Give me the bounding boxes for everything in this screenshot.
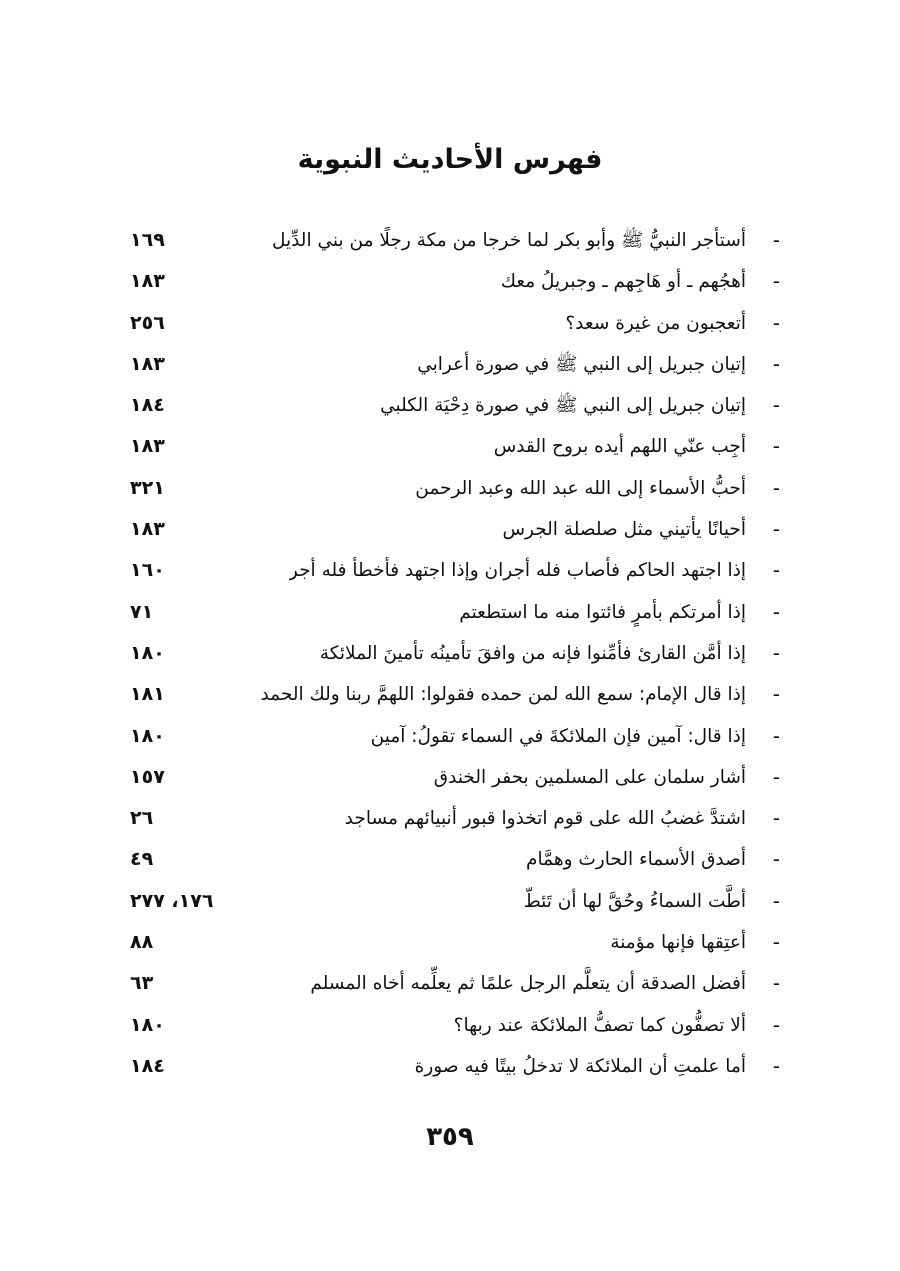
entry-dash: - — [772, 847, 780, 872]
hadith-text: أجِب عنّي اللهم أيده بروح القدس — [493, 436, 746, 458]
hadith-text: اشتدَّ غضبُ الله على قوم اتخذوا قبور أنبيائهم مساجد — [344, 808, 746, 830]
entry-dash: - — [772, 806, 780, 831]
index-entry — [120, 592, 780, 633]
entry-dash: - — [772, 517, 780, 542]
index-entry — [120, 1005, 780, 1046]
entry-dash: - — [772, 351, 780, 376]
entry-dash: - — [772, 971, 780, 996]
page-reference: ١٨٣ — [130, 352, 165, 375]
hadith-text: أطَّت السماءُ وحُقَّ لها أن تَئطّ — [523, 890, 746, 912]
page-reference: ١٨٣ — [130, 518, 165, 541]
entry-dash: - — [772, 269, 780, 294]
hadith-text: أتعجبون من غيرة سعد؟ — [565, 312, 746, 334]
hadith-text: إتيان جبريل إلى النبي ﷺ في صورة أعرابي — [417, 353, 746, 375]
hadith-text: إذا اجتهد الحاكم فأصاب فله أجران وإذا اجتهد فأخطأ فله أجر — [288, 560, 746, 582]
page-reference: ٤٩ — [130, 848, 154, 871]
entry-dash: - — [772, 888, 780, 913]
index-entry — [120, 633, 780, 674]
hadith-text: أعتِقها فإنها مؤمنة — [610, 932, 746, 954]
hadith-text: أفضل الصدقة أن يتعلَّم الرجل علمًا ثم يعلِّمه أخاه المسلم — [310, 973, 746, 995]
entry-dash: - — [772, 310, 780, 335]
entry-dash: - — [772, 1053, 780, 1078]
index-entry — [120, 344, 780, 385]
index-entry — [120, 716, 780, 757]
entry-dash: - — [772, 764, 780, 789]
entry-dash: - — [772, 682, 780, 707]
page-reference: ١٧٦، ٢٧٧ — [130, 889, 214, 912]
page-reference: ١٨٣ — [130, 435, 165, 458]
page-reference: ١٨٤ — [130, 394, 165, 417]
hadith-text: أصدق الأسماء الحارث وهمَّام — [526, 849, 746, 871]
hadith-text: إتيان جبريل إلى النبي ﷺ في صورة دِحْيَة الكلبي — [380, 395, 746, 417]
index-entry — [120, 1046, 780, 1087]
index-entry — [120, 674, 780, 715]
hadith-text: أحبُّ الأسماء إلى الله عبد الله وعبد الرحمن — [415, 477, 746, 499]
page-reference: ٢٦ — [130, 807, 154, 830]
hadith-text: إذا أمَّن القارئ فأمِّنوا فإنه من وافقَ تأمينُه تأمينَ الملائكة — [319, 642, 746, 664]
index-entry — [120, 881, 780, 922]
hadith-text: إذا أمرتكم بأمرٍ فائتوا منه ما استطعتم — [459, 601, 746, 623]
index-entry — [120, 963, 780, 1004]
page-title: فهرس الأحاديث النبوية — [297, 144, 603, 175]
entry-dash: - — [772, 558, 780, 583]
index-entry — [120, 757, 780, 798]
page-reference: ١٨٣ — [130, 270, 165, 293]
page-reference: ١٨٠ — [130, 724, 165, 747]
hadith-text: أستأجر النبيُّ ﷺ وأبو بكر لما خرجا من مكة رجلًا من بني الدِّيل — [271, 230, 746, 251]
page-reference: ٢٥٦ — [130, 311, 165, 334]
entry-dash: - — [772, 393, 780, 418]
index-entry — [120, 839, 780, 880]
entry-dash: - — [772, 475, 780, 500]
entry-dash: - — [772, 599, 780, 624]
index-entry — [120, 426, 780, 467]
page-reference: ١٥٧ — [130, 765, 165, 788]
page-reference: ٧١ — [130, 600, 154, 623]
hadith-text: أشار سلمان على المسلمين بحفر الخندق — [433, 766, 746, 788]
index-entry — [120, 303, 780, 344]
index-entry — [120, 261, 780, 302]
page-reference: ١٨٠ — [130, 641, 165, 664]
entry-dash: - — [772, 640, 780, 665]
hadith-index-list — [120, 220, 780, 1087]
hadith-text: إذا قال: آمين فإن الملائكةَ في السماء تقولُ: آمين — [370, 725, 746, 747]
index-entry — [120, 509, 780, 550]
entry-dash: - — [772, 228, 780, 252]
index-entry — [120, 922, 780, 963]
page-reference: ٣٢١ — [130, 476, 165, 499]
index-entry — [120, 798, 780, 839]
hadith-text: إذا قال الإمام: سمع الله لمن حمده فقولوا: اللهمَّ ربنا ولك الحمد — [260, 684, 746, 706]
index-entry — [120, 220, 780, 261]
page-reference: ١٨٤ — [130, 1054, 165, 1077]
entry-dash: - — [772, 1012, 780, 1037]
index-entry — [120, 468, 780, 509]
index-entry — [120, 385, 780, 426]
hadith-text: أهجُهم ـ أو هَاجِهم ـ وجبريلُ معك — [500, 271, 746, 293]
page-reference: ١٨١ — [130, 683, 165, 706]
page-reference: ١٦٩ — [130, 229, 165, 251]
page-number: ٣٥٩ — [426, 1122, 474, 1152]
hadith-text: أحيانًا يأتيني مثل صلصلة الجرس — [502, 519, 746, 541]
hadith-text: أما علمتِ أن الملائكة لا تدخلُ بيتًا فيه صورة — [414, 1055, 746, 1077]
hadith-text: ألا تصفُّون كما تصفُّ الملائكة عند ربها؟ — [453, 1014, 746, 1036]
index-entry — [120, 550, 780, 591]
page-reference: ١٨٠ — [130, 1013, 165, 1036]
entry-dash: - — [772, 434, 780, 459]
entry-dash: - — [772, 723, 780, 748]
page-reference: ٨٨ — [130, 931, 154, 954]
page-reference: ١٦٠ — [130, 559, 165, 582]
page-reference: ٦٣ — [130, 972, 154, 995]
entry-dash: - — [772, 930, 780, 955]
